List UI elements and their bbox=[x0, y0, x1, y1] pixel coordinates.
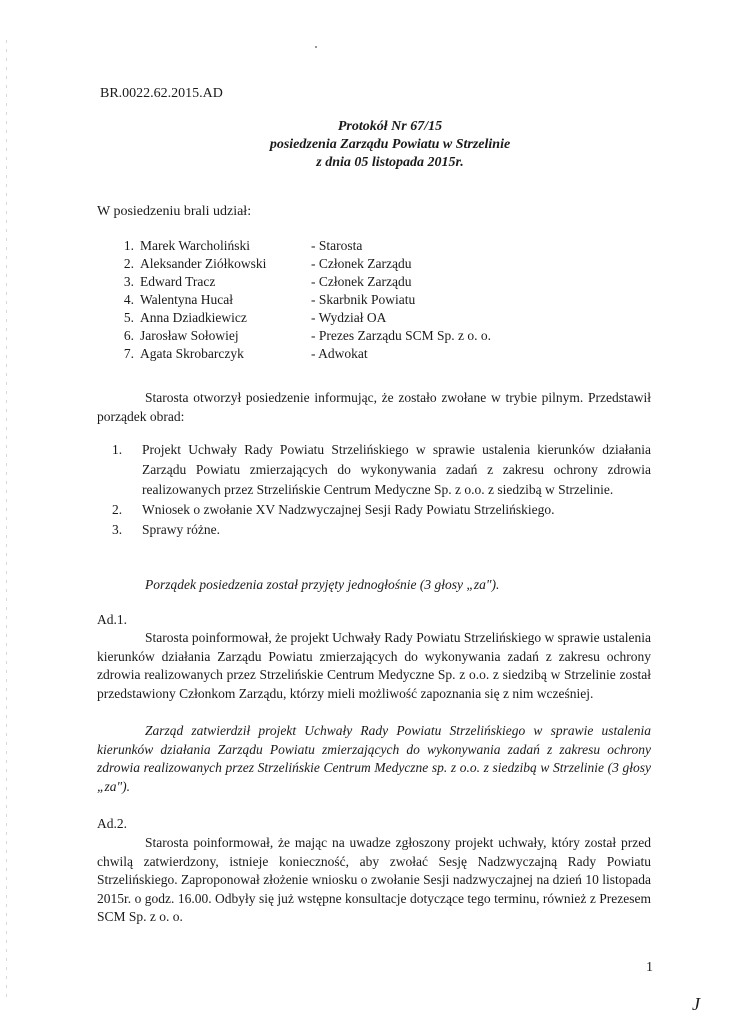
participant-name: Walentyna Hucał bbox=[140, 292, 233, 307]
agenda-accepted: Porządek posiedzenia został przyjęty jednogłośnie (3 głosy „za"). bbox=[145, 577, 500, 592]
protocol-title bbox=[240, 118, 540, 172]
agenda-item bbox=[97, 520, 651, 540]
participant-name: Edward Tracz bbox=[140, 274, 216, 289]
document-reference: BR.0022.62.2015.AD bbox=[100, 86, 223, 101]
scan-edge-mark bbox=[6, 40, 7, 1000]
agenda-item bbox=[97, 500, 651, 520]
participant-number: 4. bbox=[123, 292, 134, 307]
ad2-body: Starosta poinformował, że mając na uwadze zgłoszony projekt uchwały, który został przed chwilą zatwierdzony, istnieje konieczność, aby zwołać Sesję Nadzwyczajną Rady Powiatu Strzelińskiego. Zaproponował złożenie wniosku o zwołanie Sesji nadzwyczajnej na dzień 10 listopada 2015r. o godz. 16.00. Odbyły się już wstępne konsultacje dotyczące tego terminu, również z Prezesem SCM Sp. z o. o. bbox=[97, 835, 651, 924]
opening-paragraph: Starosta otworzył posiedzenie informując, że zostało zwołane w trybie pilnym. Przedstawił porządek obrad: bbox=[97, 390, 651, 424]
agenda-item-number: 3. bbox=[112, 522, 123, 537]
title-line-3: z dnia 05 listopada 2015r. bbox=[316, 155, 464, 170]
participant-number: 5. bbox=[123, 310, 134, 325]
agenda-item-text: Wniosek o zwołanie XV Nadzwyczajnej Sesji Rady Powiatu Strzelińskiego. bbox=[142, 502, 555, 517]
participant-name: Marek Warcholiński bbox=[140, 238, 251, 253]
agenda-item bbox=[97, 440, 651, 500]
agenda-item-number: 2. bbox=[112, 502, 123, 517]
agenda-item-text: Projekt Uchwały Rady Powiatu Strzelińskiego w sprawie ustalenia kierunków działania Zarządu Powiatu zmierzających do wykonywania zadań z zakresu ochrony zdrowia realizowanych przez Strzelińskie Centrum Medyczne Sp. z o.o. z siedzibą w Strzelinie. bbox=[142, 442, 651, 497]
participants-intro: W posiedzeniu brali udział: bbox=[97, 204, 252, 219]
page-number: 1 bbox=[646, 960, 653, 975]
title-line-1: Protokół Nr 67/15 bbox=[337, 119, 443, 134]
participant-number: 6. bbox=[123, 328, 134, 343]
ad1-body: Starosta poinformował, że projekt Uchwały Rady Powiatu Strzelińskiego w sprawie ustalenia kierunków działania Zarządu Powiatu zmierzających do wykonywania zadań z zakresu ochrony zdrowia realizowanych przez Strzelińskie Centrum Medyczne Sp. z o.o. z siedzibą w Strzelinie został przedstawiony Członkom Zarządu, którzy mieli możliwość zapoznania się z nim wcześniej. bbox=[97, 630, 651, 701]
participant-number: 3. bbox=[123, 274, 134, 289]
participant-name: Aleksander Ziółkowski bbox=[140, 256, 267, 271]
ad2-heading: Ad.2. bbox=[97, 816, 127, 831]
participant-role: - Starosta bbox=[311, 238, 363, 253]
participant-role: - Członek Zarządu bbox=[311, 256, 412, 271]
scan-dot bbox=[315, 46, 317, 48]
participant-name: Anna Dziadkiewicz bbox=[140, 310, 247, 325]
handwritten-mark: J bbox=[692, 994, 700, 1014]
agenda-list bbox=[97, 440, 651, 540]
participant-role: - Członek Zarządu bbox=[311, 274, 412, 289]
participant-number: 1. bbox=[123, 238, 134, 253]
agenda-item-number: 1. bbox=[112, 442, 123, 457]
participant-role: - Skarbnik Powiatu bbox=[311, 292, 416, 307]
participant-number: 7. bbox=[123, 346, 134, 361]
participant-role: - Wydział OA bbox=[311, 310, 387, 325]
ad1-decision: Zarząd zatwierdził projekt Uchwały Rady Powiatu Strzelińskiego w sprawie ustalenia kierunków działania Zarządu Powiatu zmierzających do wykonywania zadań z zakresu ochrony zdrowia realizowanych przez Strzelińskie Centrum Medyczne sp. z o.o. z siedzibą w Strzelinie (3 głosy „za"). bbox=[97, 723, 651, 794]
participant-number: 2. bbox=[123, 256, 134, 271]
title-line-2: posiedzenia Zarządu Powiatu w Strzelinie bbox=[269, 137, 511, 152]
participant-name: Jarosław Sołowiej bbox=[140, 328, 239, 343]
participant-role: - Adwokat bbox=[311, 346, 368, 361]
participant-role: - Prezes Zarządu SCM Sp. z o. o. bbox=[311, 328, 491, 343]
agenda-item-text: Sprawy różne. bbox=[142, 522, 220, 537]
ad1-heading: Ad.1. bbox=[97, 612, 127, 627]
participant-name: Agata Skrobarczyk bbox=[140, 346, 244, 361]
